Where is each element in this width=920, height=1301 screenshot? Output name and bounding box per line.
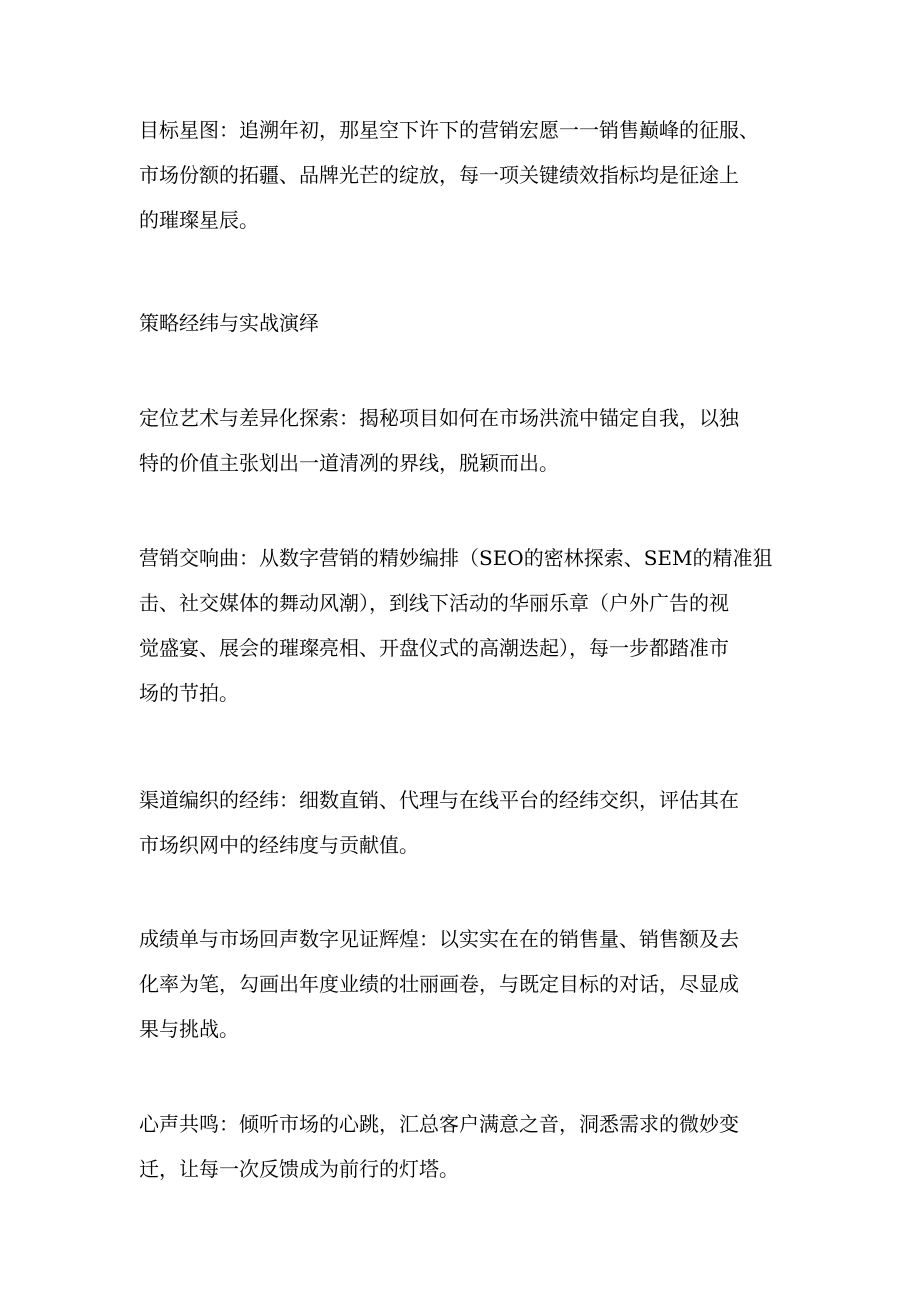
paragraph-customer-voice	[139, 1102, 799, 1192]
paragraph-channels	[139, 778, 799, 868]
text-line: 场的节拍。	[139, 681, 239, 705]
text-line: 击、社交媒体的舞动风潮），到线下活动的华丽乐章（户外广告的视	[139, 591, 729, 615]
text-line: 市场织网中的经纬度与贡献值。	[139, 833, 419, 857]
text-line: 的璀璨星辰。	[139, 208, 259, 232]
paragraph-marketing-symphony	[139, 536, 799, 716]
text-line: 觉盛宴、展会的璀璨亮相、开盘仪式的高潮迭起），每一步都踏准市	[139, 636, 729, 660]
text-line: 营销交响曲：从数字营销的精妙编排（SEO的密林探索、SEM的精准狙	[139, 546, 773, 570]
paragraph-goal-star-map	[139, 108, 799, 243]
text-line: 成绩单与市场回声数字见证辉煌：以实实在在的销售量、销售额及去	[139, 927, 739, 951]
text-line: 心声共鸣：倾听市场的心跳，汇总客户满意之音，洞悉需求的微妙变	[139, 1112, 739, 1136]
text-line: 市场份额的拓疆、品牌光芒的绽放，每一项关键绩效指标均是征途上	[139, 163, 739, 187]
text-line: 特的价值主张划出一道清冽的界线，脱颖而出。	[139, 451, 559, 475]
section-heading-strategy	[139, 301, 799, 346]
text-line: 定位艺术与差异化探索：揭秘项目如何在市场洪流中锚定自我，以独	[139, 406, 739, 430]
text-line: 渠道编织的经纬：细数直销、代理与在线平台的经纬交织，评估其在	[139, 788, 739, 812]
paragraph-positioning	[139, 396, 799, 486]
text-line: 化率为笔，勾画出年度业绩的壮丽画卷，与既定目标的对话，尽显成	[139, 972, 739, 996]
text-line: 果与挑战。	[139, 1017, 239, 1041]
text-line: 策略经纬与实战演绎	[139, 311, 319, 335]
text-line: 迁，让每一次反馈成为前行的灯塔。	[139, 1157, 459, 1181]
paragraph-results	[139, 917, 799, 1052]
text-line: 目标星图：追溯年初，那星空下许下的营销宏愿一一销售巅峰的征服、	[139, 118, 759, 142]
